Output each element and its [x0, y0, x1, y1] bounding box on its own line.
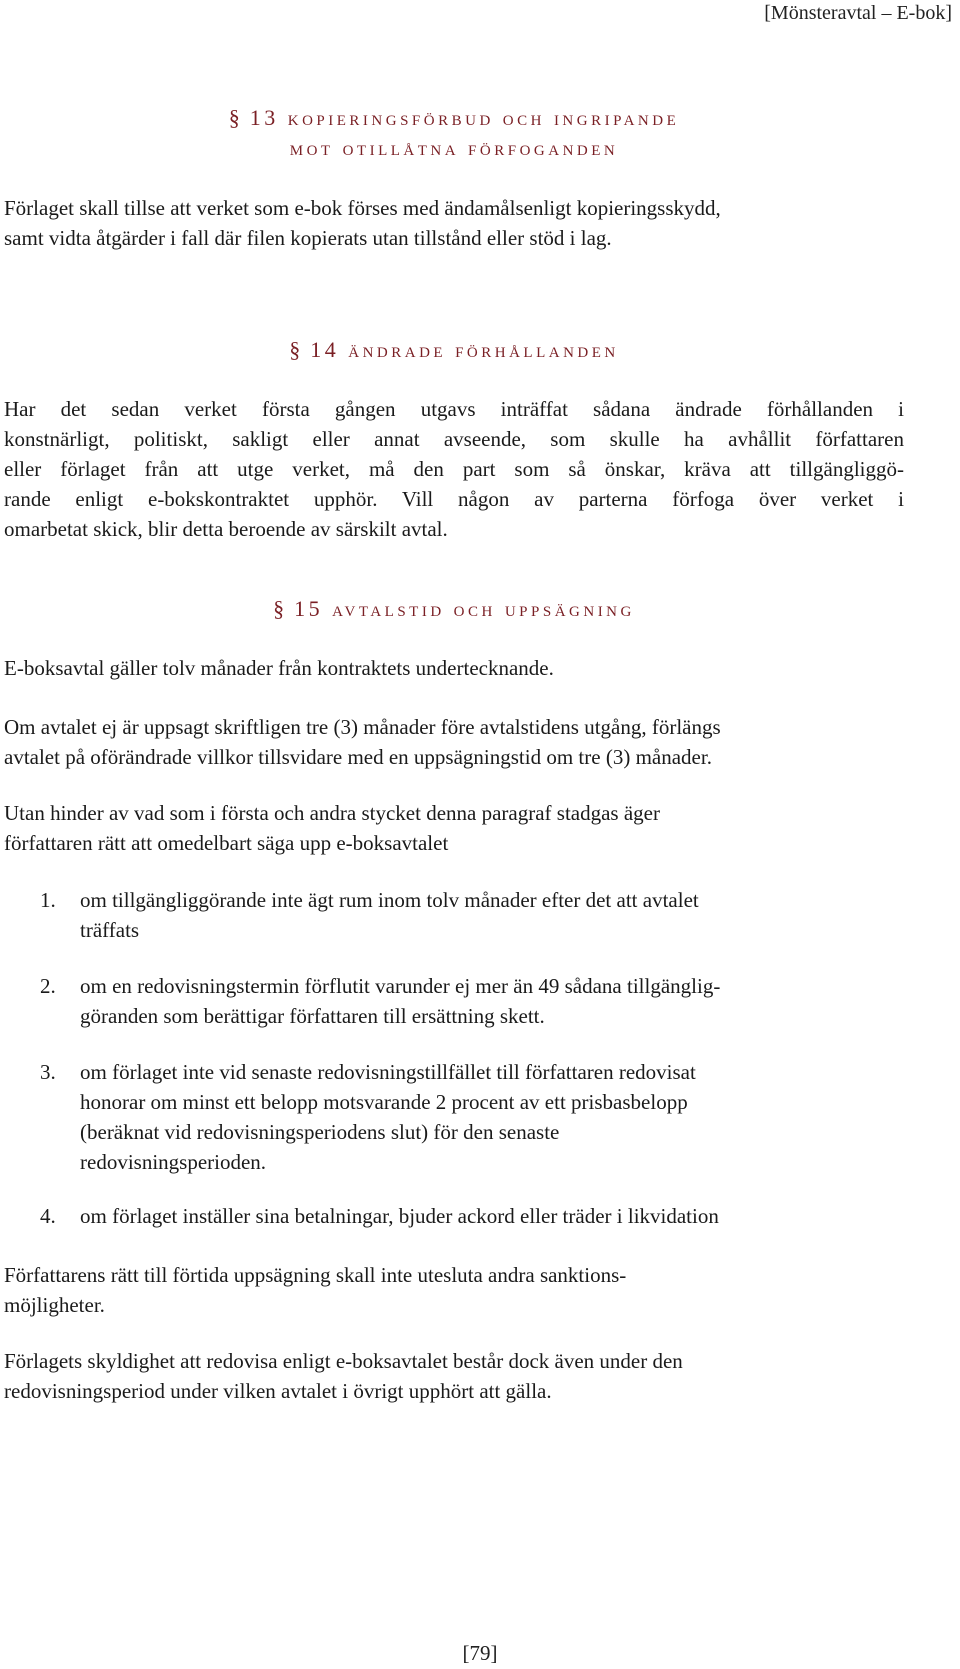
section-14-heading [4, 335, 904, 365]
section-15-paragraph-2 [4, 712, 904, 772]
section-15-paragraph-5 [4, 1346, 904, 1406]
section-sign: § [273, 596, 285, 621]
list-number: 3. [40, 1060, 56, 1084]
list-line: om förlaget inte vid senaste redovisningstillfället till författaren redovisat [80, 1060, 696, 1084]
paragraph-line: rande enligt e-bokskontraktet upphör. Vill någon av parterna förfoga över verket i [4, 487, 904, 511]
paragraph-line: Förlagets skyldighet att redovisa enligt e-boksavtalet består dock även under den [4, 1349, 683, 1373]
section-sign: § [289, 337, 301, 362]
paragraph-line: Förlaget skall tillse att verket som e-bok förses med ändamålsenligt kopieringsskydd, [4, 196, 721, 220]
running-head: [Mönsteravtal – E-bok] [764, 2, 952, 24]
section-15-heading [4, 594, 904, 624]
paragraph-line: samt vidta åtgärder i fall där filen kopierats utan tillstånd eller stöd i lag. [4, 226, 612, 250]
section-15-title: 15 avtalstid och uppsägning [294, 596, 635, 621]
section-13-heading [4, 103, 904, 163]
list-text [80, 1057, 880, 1177]
list-number: 1. [40, 888, 56, 912]
list-text [80, 971, 880, 1031]
paragraph-line: omarbetat skick, blir detta beroende av särskilt avtal. [4, 517, 448, 541]
paragraph-line: möjligheter. [4, 1293, 105, 1317]
section-15-paragraph-1 [4, 653, 904, 683]
list-line: om en redovisningstermin förflutit varunder ej mer än 49 sådana tillgänglig- [80, 974, 721, 998]
section-15-paragraph-3 [4, 798, 904, 858]
list-line: honorar om minst ett belopp motsvarande 2 procent av ett prisbasbelopp [80, 1090, 688, 1114]
section-15-paragraph-4 [4, 1260, 904, 1320]
paragraph-line: Författarens rätt till förtida uppsägning skall inte utesluta andra sanktions- [4, 1263, 627, 1287]
list-line: redovisningsperioden. [80, 1150, 267, 1174]
paragraph-line: Utan hinder av vad som i första och andra stycket denna paragraf stadgas äger [4, 801, 660, 825]
list-line: göranden som berättigar författaren till ersättning skett. [80, 1004, 545, 1028]
list-number: 4. [40, 1204, 56, 1228]
paragraph-line: redovisningsperiod under vilken avtalet i övrigt upphört att gälla. [4, 1379, 552, 1403]
list-text [80, 885, 880, 945]
paragraph-line: E-boksavtal gäller tolv månader från kontraktets undertecknande. [4, 656, 554, 680]
list-line: om förlaget inställer sina betalningar, bjuder ackord eller träder i likvidation [80, 1204, 719, 1228]
section-sign: § [228, 105, 240, 130]
section-14-paragraph [4, 394, 904, 544]
section-13-title-line1: 13 kopieringsförbud och ingripande [249, 105, 680, 130]
list-line: träffats [80, 918, 140, 942]
paragraph-line: konstnärligt, politiskt, sakligt eller annat avseende, som skulle ha avhållit författaren [4, 427, 904, 451]
paragraph-line: avtalet på oförändrade villkor tillsvidare med en uppsägningstid om tre (3) månader. [4, 745, 712, 769]
paragraph-line: eller förlaget från att utge verket, må den part som så önskar, kräva att tillgängliggö- [4, 457, 904, 481]
list-number: 2. [40, 974, 56, 998]
list-text [80, 1201, 880, 1231]
list-line: (beräknat vid redovisningsperiodens slut) för den senaste [80, 1120, 560, 1144]
section-13-paragraph [4, 193, 904, 253]
section-14-title: 14 ändrade förhållanden [310, 337, 619, 362]
paragraph-line: Har det sedan verket första gången utgavs inträffat sådana ändrade förhållanden i [4, 397, 904, 421]
paragraph-line: Om avtalet ej är uppsagt skriftligen tre (3) månader före avtalstidens utgång, förlängs [4, 715, 721, 739]
list-line: om tillgängliggörande inte ägt rum inom tolv månader efter det att avtalet [80, 888, 699, 912]
section-13-heading-line1 [4, 103, 904, 133]
page-number: [79] [462, 1641, 498, 1665]
paragraph-line: författaren rätt att omedelbart säga upp e-boksavtalet [4, 831, 449, 855]
section-13-title-line2: mot otillåtna förfoganden [289, 135, 619, 160]
